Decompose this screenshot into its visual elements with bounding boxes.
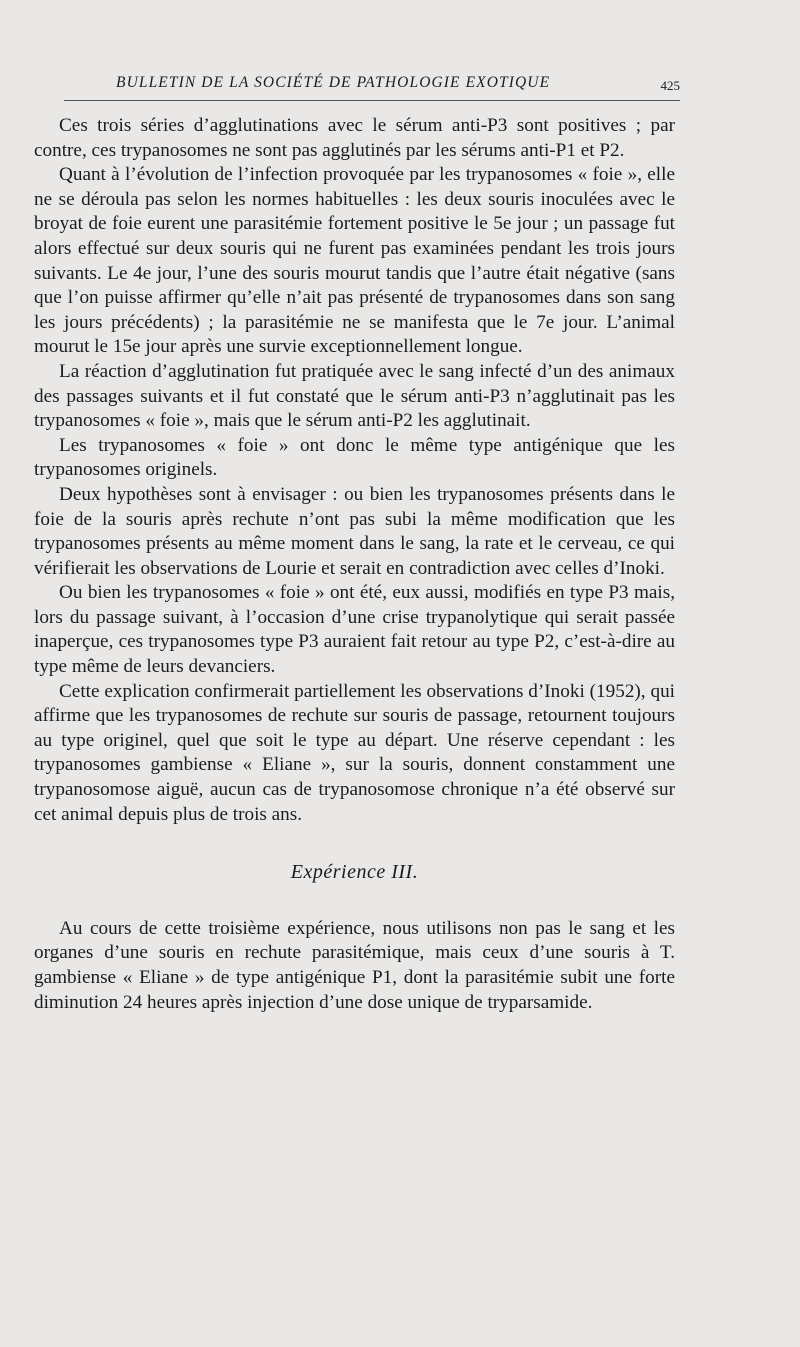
paragraph-two-hypotheses: Deux hypothèses sont à envisager : ou bien les trypanosomes présents dans le foie de la souris après rechute n’ont pas subi la même modification que les trypanosomes présents au même moment dans le sang, la rate et le cerveau, ce qui vérifierait les observations de Lourie et serait en contradiction avec celles d’Inoki. [34, 483, 675, 579]
paragraph-antigenic-type: Les trypanosomes « foie » ont donc le même type antigénique que les trypanosomes originels. [34, 434, 675, 481]
article-body [34, 114, 675, 1015]
paragraph-agglutination-results: Ces trois séries d’agglutinations avec le sérum anti-P3 sont positives ; par contre, ces trypanosomes ne sont pas agglutinés par les sérums anti-P1 et P2. [34, 115, 675, 161]
paragraph-second-hypothesis: Ou bien les trypanosomes « foie » ont été, eux aussi, modifiés en type P3 mais, lors du passage suivant, à l’occasion d’une crise trypanolytique qui serait passée inaperçue, ces trypanosomes type P3 auraient fait retour au type P2, c’est-à-dire au type même de leurs devanciers. [34, 582, 675, 678]
paragraph-infection-evolution: Quant à l’évolution de l’infection provoquée par les trypanosomes « foie », elle ne se déroula pas selon les normes habituelles : les deux souris inoculées avec le broyat de foie eurent une parasitémie fortement positive le 5e jour ; un passage fut alors effectué sur deux souris qui ne furent pas examinées pendant les trois jours suivants. Le 4e jour, l’une des souris mourut tandis que l’autre était négative (sans que l’on puisse affirmer qu’elle n’ait pas présenté de trypanosomes dans son sang les jours précédents) ; la parasitémie ne se manifesta que le 7e jour. L’animal mourut le 15e jour après une survie exceptionnellement longue. [34, 164, 675, 358]
section-heading-experience-iii: Expérience III. [290, 861, 419, 884]
paragraph-explanation: Cette explication confirmerait partiellement les observations d’Inoki (1952), qui affirme que les trypanosomes de rechute sur souris de passage, retournent toujours au type originel, quel que soit le type au départ. Une réserve cependant : les trypanosomes gambiense « Eliane », sur la souris, donnent constamment une trypanosomose aiguë, aucun cas de trypanosomose chronique n’a été observé sur cet animal depuis plus de trois ans. [34, 680, 675, 825]
page-number: 425 [660, 78, 680, 93]
paragraph-experience-iii: Au cours de cette troisième expérience, nous utilisons non pas le sang et les organes d’une souris en rechute parasitémique, mais ceux d’une souris à T. gambiense « Eliane » de type antigénique P1, dont la parasitémie subit une forte diminution 24 heures après injection d’une dose unique de tryparsamide. [34, 917, 675, 1013]
paragraph-agglutination-reaction: La réaction d’agglutination fut pratiquée avec le sang infecté d’un des animaux des passages suivants et il fut constaté que le sérum anti-P3 n’agglutinait pas les trypanosomes « foie », mais que le sérum anti-P2 les agglutinait. [34, 360, 675, 432]
running-title: BULLETIN DE LA SOCIÉTÉ DE PATHOLOGIE EXOTIQUE [116, 74, 551, 91]
page-header [64, 70, 680, 101]
